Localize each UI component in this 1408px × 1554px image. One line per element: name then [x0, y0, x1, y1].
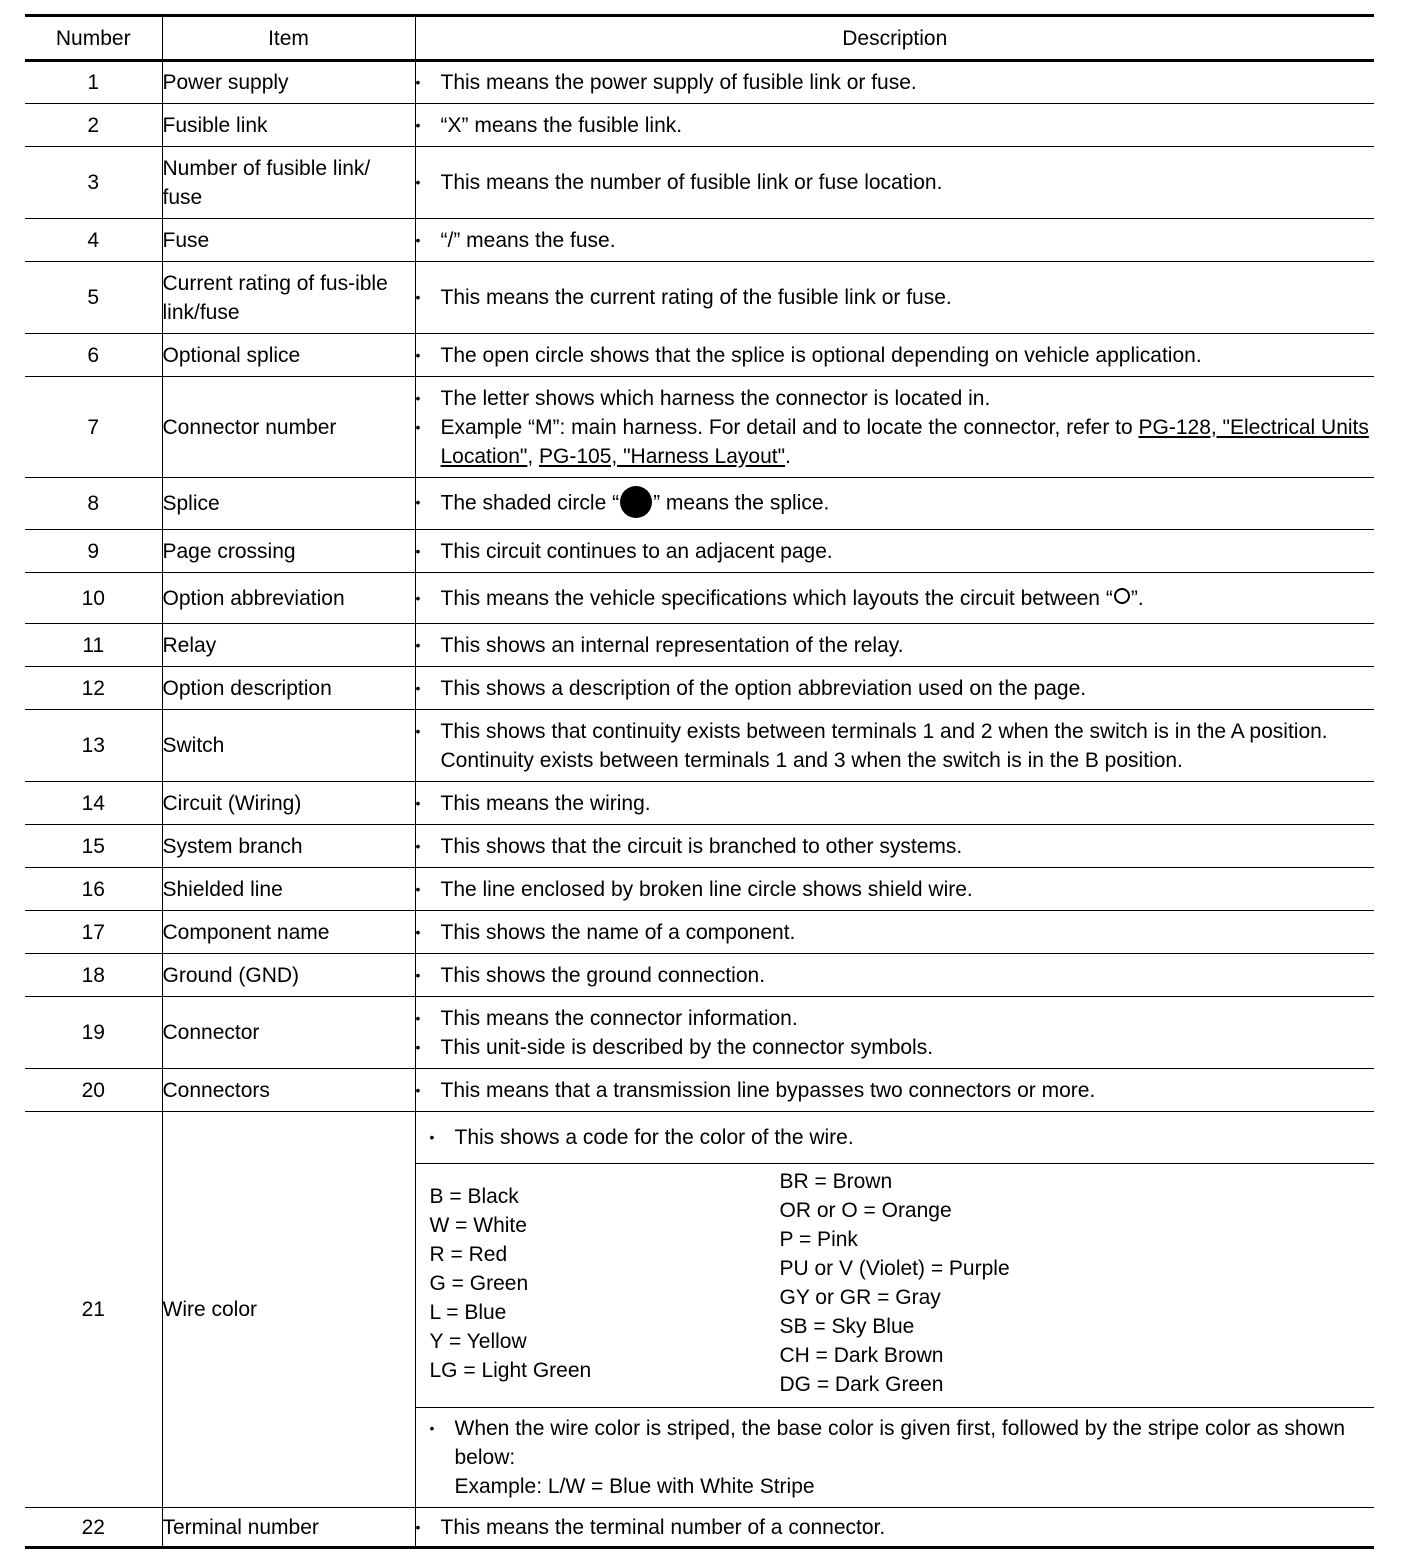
table-row: [25, 667, 1374, 710]
table-row: [25, 624, 1374, 667]
row-item: Component name: [162, 911, 415, 954]
row-item: Connector: [162, 997, 415, 1069]
row-number: 20: [25, 1069, 162, 1112]
description-text: “X” means the fusible link.: [440, 113, 683, 137]
bullet: •: [429, 1129, 435, 1145]
description-text: This circuit continues to an adjacent page.: [440, 539, 833, 563]
row-description: [415, 262, 1374, 334]
wire-color-list-left: [430, 1167, 780, 1399]
row-item: Power supply: [162, 61, 415, 104]
row-item: Wire color: [162, 1112, 415, 1508]
row-item: Fusible link: [162, 104, 415, 147]
separator-text: ,: [527, 444, 540, 468]
color-code: B = Black: [429, 1185, 519, 1208]
row-number: 4: [25, 219, 162, 262]
row-number: 3: [25, 147, 162, 219]
row-description: [415, 624, 1374, 667]
color-code: OR or O = Orange: [779, 1199, 952, 1222]
header-description: Description: [415, 16, 1374, 61]
row-item: Connectors: [162, 1069, 415, 1112]
row-item: Circuit (Wiring): [162, 782, 415, 825]
table-row: [25, 262, 1374, 334]
row-description: [415, 997, 1374, 1069]
bullet: •: [415, 1009, 421, 1026]
description-text: This means the number of fusible link or fuse location.: [440, 171, 943, 194]
header-row: [25, 16, 1374, 61]
wiring-legend-table: [25, 14, 1374, 1549]
table-row: [25, 147, 1374, 219]
table-row: [25, 1112, 1374, 1508]
wire-color-codes: [416, 1164, 1375, 1408]
row-item: Switch: [162, 710, 415, 782]
row-description: [415, 1069, 1374, 1112]
row-item: Current rating of fus-ible link/fuse: [162, 262, 415, 334]
row-description: [415, 868, 1374, 911]
color-code: GY or GR = Gray: [779, 1286, 941, 1309]
row-number: 13: [25, 710, 162, 782]
table-row: [25, 478, 1374, 530]
description-text: This means the vehicle specifications which layouts the circuit between “: [440, 586, 1113, 610]
row-description: [415, 478, 1374, 530]
description-text: This means the power supply of fusible link or fuse.: [440, 71, 917, 94]
row-description: [415, 147, 1374, 219]
row-number: 1: [25, 61, 162, 104]
color-code: L = Blue: [429, 1301, 507, 1324]
row-number: 21: [25, 1112, 162, 1508]
description-text: This shows a code for the color of the wire.: [454, 1126, 854, 1149]
description-text: The shaded circle “: [440, 491, 620, 515]
shaded-circle-icon: [620, 486, 652, 518]
row-number: 7: [25, 377, 162, 478]
description-text: This means the terminal number of a connector.: [440, 1515, 886, 1539]
table-row: [25, 530, 1374, 573]
description-text: [441, 413, 1375, 471]
row-number: 5: [25, 262, 162, 334]
table-row: [25, 1508, 1374, 1548]
row-description: [415, 104, 1374, 147]
row-number: 10: [25, 573, 162, 624]
row-description: [415, 667, 1374, 710]
bullet: •: [415, 923, 421, 940]
bullet: •: [415, 74, 421, 90]
description-text: [441, 488, 1375, 520]
row-item: Number of fusible link/ fuse: [162, 147, 415, 219]
table-row: [25, 954, 1374, 997]
table-row: [25, 104, 1374, 147]
description-text: The open circle shows that the splice is optional depending on vehicle application.: [440, 343, 1202, 367]
table-row: [25, 825, 1374, 868]
bullet: •: [415, 174, 421, 190]
description-text: This shows that the circuit is branched to other systems.: [440, 834, 963, 858]
row-item: Connector number: [162, 377, 415, 478]
row-item: Terminal number: [162, 1508, 415, 1548]
color-code: DG = Dark Green: [779, 1373, 944, 1396]
row-description: [415, 530, 1374, 573]
color-code: SB = Sky Blue: [779, 1315, 915, 1338]
bullet: •: [415, 1518, 421, 1535]
row-description: [415, 61, 1374, 104]
table-row: [25, 1069, 1374, 1112]
row-number: 18: [25, 954, 162, 997]
row-description: [415, 219, 1374, 262]
row-description: [415, 954, 1374, 997]
row-item: Ground (GND): [162, 954, 415, 997]
description-text: This means the wiring.: [440, 791, 651, 815]
row-description: [415, 911, 1374, 954]
bullet: •: [429, 1420, 435, 1436]
table-row: [25, 377, 1374, 478]
description-text: Example “M”: main harness. For detail and to locate the connector, refer to: [440, 415, 1139, 439]
row-number: 8: [25, 478, 162, 530]
row-number: 14: [25, 782, 162, 825]
row-item: Page crossing: [162, 530, 415, 573]
bullet: •: [415, 231, 421, 248]
row-item: Splice: [162, 478, 415, 530]
bullet: •: [415, 493, 421, 510]
description-text: [441, 584, 1375, 613]
row-description: [415, 710, 1374, 782]
bullet: •: [415, 1038, 421, 1055]
row-number: 6: [25, 334, 162, 377]
table-row: [25, 911, 1374, 954]
description-text: The line enclosed by broken line circle shows shield wire.: [440, 877, 973, 901]
color-code: W = White: [429, 1214, 527, 1237]
bullet: •: [415, 116, 421, 133]
color-code: PU or V (Violet) = Purple: [779, 1257, 1010, 1280]
description-text: ” means the splice.: [653, 491, 830, 515]
row-description: [415, 782, 1374, 825]
row-number: 2: [25, 104, 162, 147]
description-text: This shows the ground connection.: [440, 963, 766, 987]
row-item: Optional splice: [162, 334, 415, 377]
header-item: Item: [162, 16, 415, 61]
bullet: •: [415, 679, 421, 696]
row-number: 9: [25, 530, 162, 573]
row-number: 17: [25, 911, 162, 954]
row-item: Fuse: [162, 219, 415, 262]
bullet: •: [415, 1081, 421, 1098]
stripe-example: Example: L/W = Blue with White Stripe: [454, 1475, 815, 1498]
description-text: This means the connector information.: [440, 1006, 798, 1030]
description-text: This means that a transmission line bypasses two connectors or more.: [440, 1078, 1096, 1102]
description-text: When the wire color is striped, the base color is given first, followed by the stripe color as shown below:: [454, 1417, 1346, 1469]
table-row: [25, 219, 1374, 262]
description-text: This shows a description of the option abbreviation used on the page.: [440, 676, 1087, 700]
bullet: •: [415, 418, 421, 435]
row-number: 12: [25, 667, 162, 710]
table-row: [25, 868, 1374, 911]
wire-color-list-right: [780, 1167, 1367, 1399]
bullet: •: [415, 289, 421, 305]
row-description: [415, 1112, 1374, 1508]
wire-color-intro: [416, 1112, 1375, 1164]
wire-stripe-note: [416, 1408, 1375, 1507]
wire-color-section: [416, 1112, 1375, 1507]
row-item: Option description: [162, 667, 415, 710]
row-item: Relay: [162, 624, 415, 667]
description-text: This means the current rating of the fusible link or fuse.: [440, 286, 952, 309]
row-item: System branch: [162, 825, 415, 868]
row-number: 22: [25, 1508, 162, 1548]
row-item: Shielded line: [162, 868, 415, 911]
color-code: CH = Dark Brown: [779, 1344, 944, 1367]
link-pg-105[interactable]: PG-105, "Harness Layout": [539, 444, 786, 468]
color-code: P = Pink: [779, 1228, 858, 1251]
bullet: •: [415, 966, 421, 983]
bullet: •: [415, 542, 421, 559]
description-text: The letter shows which harness the connector is located in.: [440, 386, 991, 410]
row-description: [415, 825, 1374, 868]
table-row: [25, 997, 1374, 1069]
color-code: G = Green: [429, 1272, 529, 1295]
description-text: This shows the name of a component.: [440, 920, 796, 944]
table-row: [25, 334, 1374, 377]
bullet: •: [415, 346, 421, 363]
row-number: 15: [25, 825, 162, 868]
bullet: •: [415, 837, 421, 854]
description-text: ”.: [1130, 586, 1144, 610]
color-code: LG = Light Green: [429, 1359, 592, 1382]
table-row: [25, 573, 1374, 624]
row-description: [415, 377, 1374, 478]
bullet: •: [415, 636, 421, 653]
row-description: [415, 573, 1374, 624]
color-code: R = Red: [429, 1243, 508, 1266]
color-code: BR = Brown: [779, 1170, 893, 1193]
description-text: This shows that continuity exists between terminals 1 and 2 when the switch is in the A position. Continuity exists between terminals 1 and 3 when the switch is in the B position.: [440, 719, 1328, 772]
color-code: Y = Yellow: [429, 1330, 527, 1353]
bullet: •: [415, 389, 421, 406]
open-circle-icon: [1114, 588, 1130, 604]
link-pg-128[interactable]: PG-128, "Electrical Units Location": [440, 415, 1369, 468]
description-text: “/” means the fuse.: [440, 228, 616, 252]
row-description: [415, 334, 1374, 377]
row-description: [415, 1508, 1374, 1548]
bullet: •: [415, 589, 421, 606]
bullet: •: [415, 880, 421, 897]
row-number: 16: [25, 868, 162, 911]
row-number: 19: [25, 997, 162, 1069]
header-number: Number: [25, 16, 162, 61]
table-row: [25, 782, 1374, 825]
end-text: .: [785, 444, 791, 468]
description-text: This unit-side is described by the connector symbols.: [440, 1035, 934, 1059]
row-item: Option abbreviation: [162, 573, 415, 624]
description-text: This shows an internal representation of the relay.: [440, 633, 904, 657]
row-number: 11: [25, 624, 162, 667]
table-row: [25, 710, 1374, 782]
bullet: •: [415, 794, 421, 811]
bullet: •: [415, 722, 421, 739]
table-row: [25, 61, 1374, 104]
